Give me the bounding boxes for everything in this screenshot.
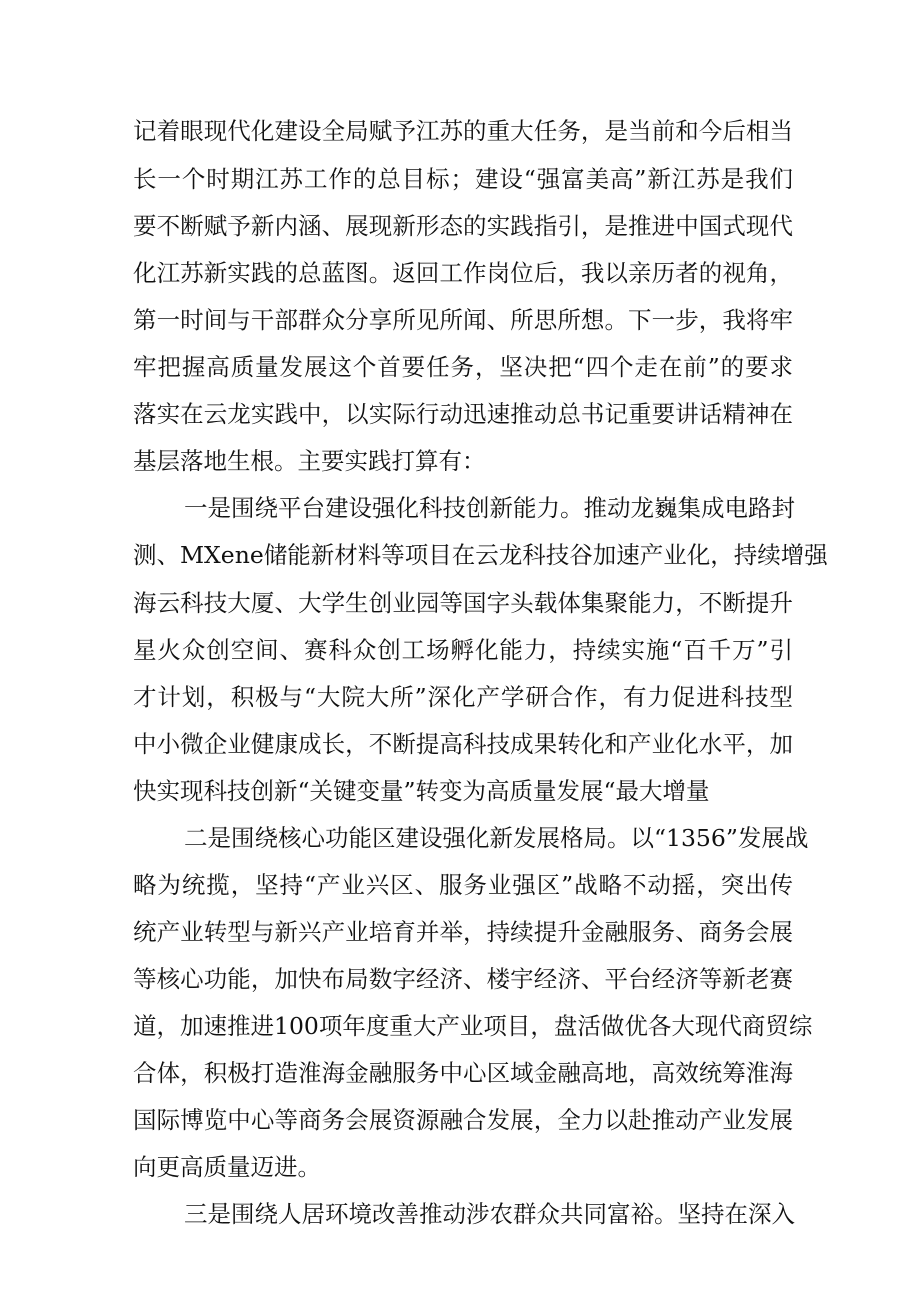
text-line: 统产业转型与新兴产业培育并举，持续提升金融服务、商务会展	[133, 918, 793, 946]
text-line: 星火众创空间、赛科众创工场孵化能力，持续实施“百千万”引	[133, 636, 793, 664]
text-line: 牢把握高质量发展这个首要任务，坚决把“四个走在前”的要求	[133, 353, 793, 381]
text-line: 等核心功能，加快布局数字经济、楼宇经济、平台经济等新老赛	[133, 965, 793, 993]
text-line: 快实现科技创新“关键变量”转变为高质量发展“最大增量	[133, 777, 710, 805]
text-line: 一是围绕平台建设强化科技创新能力。推动龙巍集成电路封	[184, 494, 795, 522]
text-line: 基层落地生根。主要实践打算有：	[133, 447, 486, 475]
text-line: 二是围绕核心功能区建设强化新发展格局。以“1356”发展战	[184, 824, 809, 852]
text-line: 记着眼现代化建设全局赋予江苏的重大任务，是当前和今后相当	[133, 117, 793, 145]
text-line: 测、MXene储能新材料等项目在云龙科技谷加速产业化，持续增强	[133, 541, 828, 569]
text-line: 第一时间与干部群众分享所见所闻、所思所想。下一步，我将牢	[133, 306, 793, 334]
text-line: 合体，积极打造淮海金融服务中心区域金融高地，高效统筹淮海	[133, 1059, 793, 1087]
text-line: 道，加速推进100项年度重大产业项目，盘活做优各大现代商贸综	[133, 1012, 813, 1040]
text-line: 国际博览中心等商务会展资源融合发展，全力以赴推动产业发展	[133, 1106, 793, 1134]
text-line: 才计划，积极与“大院大所”深化产学研合作，有力促进科技型	[133, 683, 793, 711]
text-line: 化江苏新实践的总蓝图。返回工作岗位后，我以亲历者的视角，	[133, 259, 793, 287]
text-line: 要不断赋予新内涵、展现新形态的实践指引，是推进中国式现代	[133, 212, 793, 240]
text-line: 三是围绕人居环境改善推动涉农群众共同富裕。坚持在深入	[184, 1200, 795, 1228]
text-line: 略为统揽，坚持“产业兴区、服务业强区”战略不动摇，突出传	[133, 871, 793, 899]
text-line: 长一个时期江苏工作的总目标；建设“强富美高”新江苏是我们	[133, 165, 793, 193]
text-line: 向更高质量迈进。	[133, 1153, 321, 1181]
text-line: 中小微企业健康成长，不断提高科技成果转化和产业化水平，加	[133, 730, 793, 758]
text-line: 海云科技大厦、大学生创业园等国字头载体集聚能力，不断提升	[133, 589, 793, 617]
text-line: 落实在云龙实践中，以实际行动迅速推动总书记重要讲话精神在	[133, 400, 793, 428]
